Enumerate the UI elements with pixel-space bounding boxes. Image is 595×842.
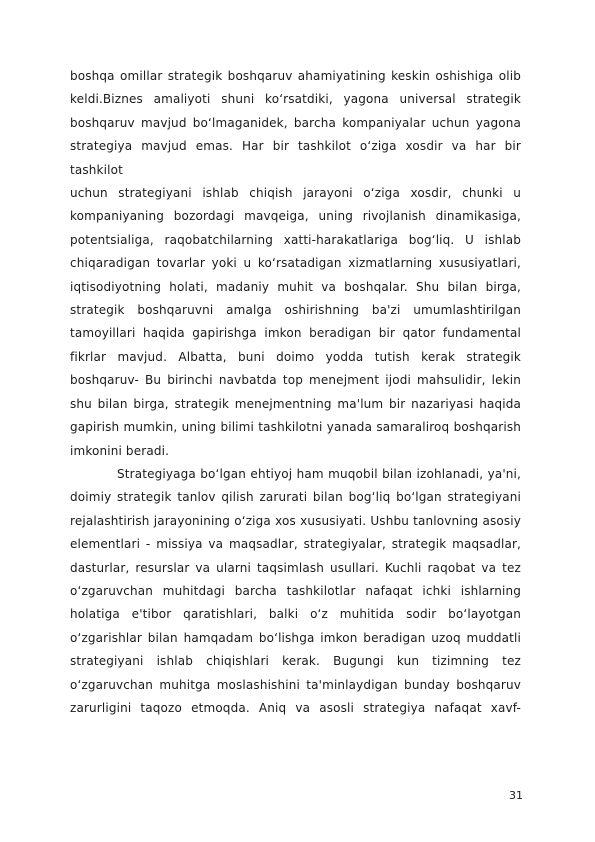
text-line: chiqaradigan tovarlar yoki u ko‘rsatadigan xizmatlarning xususiyatlari, bbox=[70, 256, 521, 271]
paragraph-2 bbox=[70, 463, 521, 720]
text-line: Strategiyaga bo‘lgan ehtiyoj ham muqobil bilan izohlanadi, ya'ni, bbox=[117, 466, 521, 481]
text-line: strategik boshqaruvni amalga oshirishning ba'zi umumlashtirilgan bbox=[70, 303, 521, 318]
text-line: shu bilan birga, strategik menejmentning ma'lum bir nazariyasi haqida bbox=[70, 396, 521, 411]
text-line: uchun strategiyani ishlab chiqish jarayoni o‘ziga xosdir, chunki u bbox=[70, 186, 521, 201]
text-line: elementlari - missiya va maqsadlar, strategiyalar, strategik maqsadlar, bbox=[70, 537, 521, 552]
text-line: dasturlar, resurslar va ularni taqsimlash usullari. Kuchli raqobat va tez bbox=[70, 560, 521, 575]
text-line: imkonini beradi. bbox=[70, 443, 170, 458]
text-line: doimiy strategik tanlov qilish zarurati bilan bog‘liq bo‘lgan strategiyani bbox=[70, 490, 521, 505]
text-line: tamoyillari haqida gapirishga imkon beradigan bir qator fundamental bbox=[70, 326, 521, 341]
text-line: zarurligini taqozo etmoqda. Aniq va asosli strategiya nafaqat xavf- bbox=[70, 700, 521, 715]
text-line: fikrlar mavjud. Albatta, buni doimo yodda tutish kerak strategik bbox=[70, 349, 521, 364]
text-line: strategiya mavjud emas. Har bir tashkilot o‘ziga xosdir va har bir tashkilot bbox=[70, 139, 521, 177]
text-line: boshqa omillar strategik boshqaruv ahamiyatining keskin oshishiga olib bbox=[70, 69, 521, 83]
page-number: 31 bbox=[509, 789, 523, 802]
text-line: gapirish mumkin, uning bilimi tashkilotni yanada samaraliroq boshqarish bbox=[70, 420, 521, 435]
text-line: boshqaruv- Bu birinchi navbatda top menejment ijodi mahsulidir, lekin bbox=[70, 373, 521, 388]
text-line: keldi.Biznes amaliyoti shuni ko‘rsatdiki, yagona universal strategik bbox=[70, 92, 521, 107]
text-line: o‘zgaruvchan muhitdagi barcha tashkilotlar nafaqat ichki ishlarning bbox=[70, 583, 521, 598]
text-line: potentsialiga, raqobatchilarning xatti-harakatlariga bog‘liq. U ishlab bbox=[70, 232, 521, 247]
text-line: kompaniyaning bozordagi mavqeiga, uning rivojlanish dinamikasiga, bbox=[70, 209, 521, 224]
text-line: holatiga e'tibor qaratishlari, balki o‘z muhitida sodir bo‘layotgan bbox=[70, 607, 521, 622]
paragraph-1 bbox=[70, 65, 521, 463]
text-line: boshqaruv mavjud bo‘lmaganidek, barcha kompaniyalar uchun yagona bbox=[70, 115, 521, 130]
text-line: iqtisodiyotning holati, madaniy muhit va boshqalar. Shu bilan birga, bbox=[70, 279, 521, 294]
text-line: rejalashtirish jarayonining o‘ziga xos xususiyati. Ushbu tanlovning asosiy bbox=[70, 513, 521, 528]
body-text bbox=[70, 65, 521, 720]
text-line: strategiyani ishlab chiqishlari kerak. Bugungi kun tizimning tez bbox=[70, 654, 521, 669]
text-line: o‘zgaruvchan muhitga moslashishini ta'minlaydigan bunday boshqaruv bbox=[70, 677, 521, 692]
text-line: o‘zgarishlar bilan hamqadam bo‘lishga imkon beradigan uzoq muddatli bbox=[70, 630, 521, 645]
